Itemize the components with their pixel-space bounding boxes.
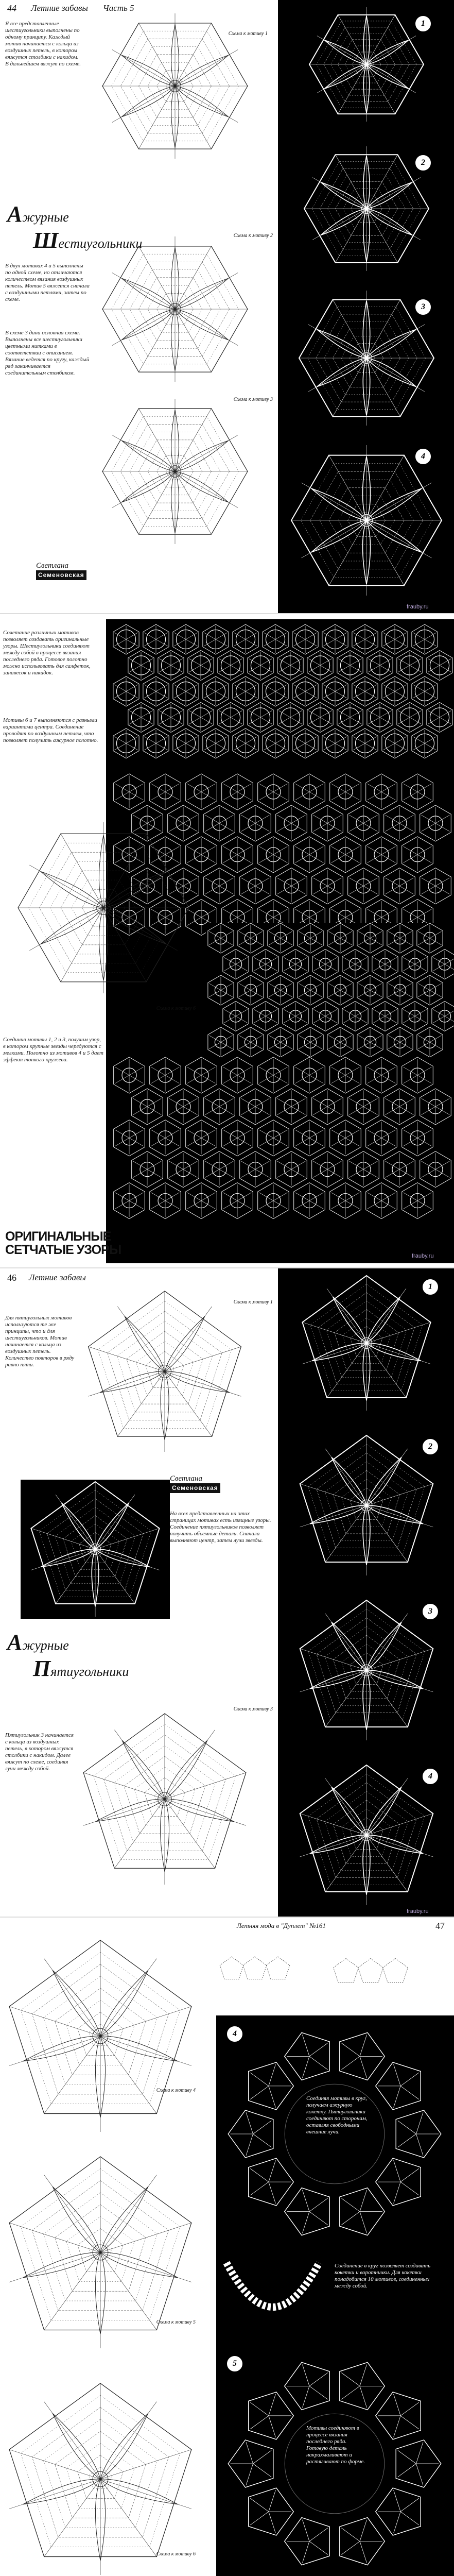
- title-initial-a: А: [7, 1630, 23, 1655]
- lace-panel-4: [111, 1057, 449, 1212]
- pent-diagram-3: [72, 1711, 257, 1887]
- joining-scheme-2: [329, 1938, 412, 2005]
- motif-badge-3: 3: [422, 1603, 439, 1620]
- title-line-2: СЕТЧАТЫЕ УЗОРЫ: [5, 1243, 121, 1257]
- scheme-caption-4: Схема к мотиву 4: [156, 2088, 196, 2093]
- title-initial-p: П: [33, 1656, 51, 1681]
- motif-badge-2: 2: [422, 1438, 439, 1455]
- motif-badge-4: 4: [415, 448, 431, 465]
- paragraph-3: Соединив мотивы 1, 2 и 3, получим узор, в котором крупные звезды чередуются с мелкими. Полотно из мотивов 4 и 5 дает эффект тонкого кружева.: [3, 1037, 103, 1063]
- running-title: Летние забавы: [29, 1273, 86, 1282]
- pent-diagram-2-photo: [21, 1480, 170, 1619]
- pent-photo-3: [284, 1598, 449, 1742]
- scheme-caption-6: Схема к мотиву 6: [156, 1006, 196, 1011]
- lace-panel-3: [206, 923, 449, 1052]
- running-title: Летняя мода в "Дуплет" №161: [237, 1922, 326, 1929]
- paragraph-2: В двух мотивах 4 и 5 выполнены по одной схеме, но отличаются количеством вязания воздушных петель. Мотив 5 вяжется сначала с воздушными петлями, затем по схеме.: [5, 263, 90, 302]
- paragraph-3: Мотивы соединяют в процессе вязания последнего ряда. Готовую деталь накрахмаливают и растягивают по форме.: [306, 2425, 365, 2465]
- watermark: frauby.ru: [412, 1253, 434, 1259]
- pent-photo-1: [284, 1274, 449, 1413]
- collar-photo: [221, 2258, 324, 2330]
- joining-scheme-1: [216, 1938, 293, 2000]
- pent-diagram-6: [0, 2381, 201, 2576]
- scheme-caption-2: Схема к мотиву 2: [233, 233, 273, 239]
- title-word-1: журные: [22, 1638, 69, 1653]
- motif-badge-5: 5: [226, 2355, 243, 2372]
- hex-diagram-2: [90, 234, 260, 384]
- pent-photo-4: [284, 1763, 449, 1907]
- scheme-caption-3: Схема к мотиву 3: [233, 397, 273, 402]
- title-word-2: естиугольники: [58, 236, 143, 251]
- lace-panel-1: [111, 624, 449, 769]
- running-title: Летние забавы: [31, 3, 88, 13]
- hex-diagram-6: [3, 820, 204, 995]
- author-surname: Семеновская: [170, 1483, 220, 1493]
- author-signature: [36, 562, 86, 580]
- page-45: [0, 613, 454, 1268]
- title-word-1: журные: [22, 210, 69, 225]
- page-46: [0, 1267, 454, 1918]
- paragraph-2: Мотивы 6 и 7 выполняются с разными вариантами центра. Соединение проводят по воздушным петлям, что позволяет получить ажурное полотно.: [3, 717, 98, 743]
- scheme-caption-1: Схема к мотиву 1: [228, 31, 268, 37]
- title-initial-a: А: [7, 201, 23, 227]
- pent-photo-2: [284, 1433, 449, 1578]
- paragraph-2: Соединение в круг позволяет создавать кокетки и воротнички. Для кокетки понадобится 10 мотивов, соединенных между собой.: [335, 2263, 431, 2289]
- author-first-name: Светлана: [36, 562, 68, 570]
- hex-diagram-3: [90, 397, 260, 546]
- author-signature: [170, 1475, 220, 1493]
- motif-badge-3: 3: [415, 299, 431, 315]
- paragraph-2: На всех представленных на этих страницах мотивах есть изящные узоры. Соединение пятиугольников позволяет получить объемные детали. Сначала выполняют центр, затем лучи звезды.: [170, 1511, 271, 1544]
- scheme-caption-5: Схема к мотиву 5: [156, 2319, 196, 2325]
- motif-badge-2: 2: [415, 155, 431, 171]
- scheme-caption-3: Схема к мотиву 3: [233, 1706, 273, 1712]
- watermark: frauby.ru: [407, 1908, 429, 1914]
- section-title: [7, 201, 142, 253]
- pent-diagram-1: [77, 1289, 252, 1454]
- paragraph-3: В схеме 3 дана основная схема. Выполнены все шестиугольники цветными нитками в соответствии с описанием. Вязание ведется по кругу, каждый ряд заканчивается соединительным столбиком.: [5, 330, 90, 376]
- page-44: [0, 0, 454, 613]
- paragraph-3: Пятиугольник 3 начинается с кольца из воздушных петель, в котором вяжутся столбики с накидом. Далее вяжут по схеме, соединяя лучи между собой.: [5, 1732, 74, 1772]
- page-47: [0, 1917, 454, 2576]
- motif-badge-4: 4: [422, 1768, 439, 1785]
- motif-badge-1: 1: [415, 15, 431, 32]
- title-word-2: ятиугольники: [50, 1664, 129, 1679]
- pent-diagram-4: [0, 1938, 201, 2134]
- part-label: Часть 5: [103, 3, 134, 13]
- watermark: frauby.ru: [407, 604, 429, 610]
- page-number: 47: [435, 1921, 445, 1931]
- author-surname: Семеновская: [36, 570, 86, 580]
- paragraph-1: Соединяя мотивы в круг, получаем ажурную кокетку. Пятиугольники соединяют по сторонам, оставляя свободными внешние лучи.: [306, 2095, 368, 2135]
- title-line-1: ОРИГИНАЛЬНЫЕ: [5, 1229, 111, 1244]
- section-title: [5, 1230, 121, 1257]
- hex-photo-4: [284, 443, 449, 598]
- paragraph-1: Для пятиугольных мотивов используются те же принципы, что и для шестиугольников. Мотив начинается с кольца из воздушных петель. Количество повторов в ряду равно пяти.: [5, 1315, 75, 1368]
- section-title: [7, 1629, 129, 1682]
- paragraph-1: Сочетание различных мотивов позволяет создавать оригинальные узоры. Шестиугольники соединяют между собой в процессе вязания последнего ряда. Готовое полотно можно использовать для салфеток, занавесок и накидок.: [3, 630, 103, 676]
- author-first-name: Светлана: [170, 1475, 202, 1483]
- title-initial-sh: Ш: [33, 228, 59, 253]
- scheme-caption-1: Схема к мотиву 1: [233, 1299, 273, 1305]
- intro-paragraph: Я все представленные шестиугольники выполнены по одному принципу. Каждый мотив начинается с кольца из воздушных петель, в котором вяжутся столбики с накидом. В дальнейшем вяжут по схеме.: [5, 21, 81, 67]
- motif-badge-4: 4: [226, 2026, 243, 2042]
- page-number: 46: [7, 1273, 16, 1283]
- page-number: 44: [7, 3, 16, 13]
- motif-badge-1: 1: [422, 1279, 439, 1295]
- scheme-caption-6: Схема к мотиву 6: [156, 2551, 196, 2557]
